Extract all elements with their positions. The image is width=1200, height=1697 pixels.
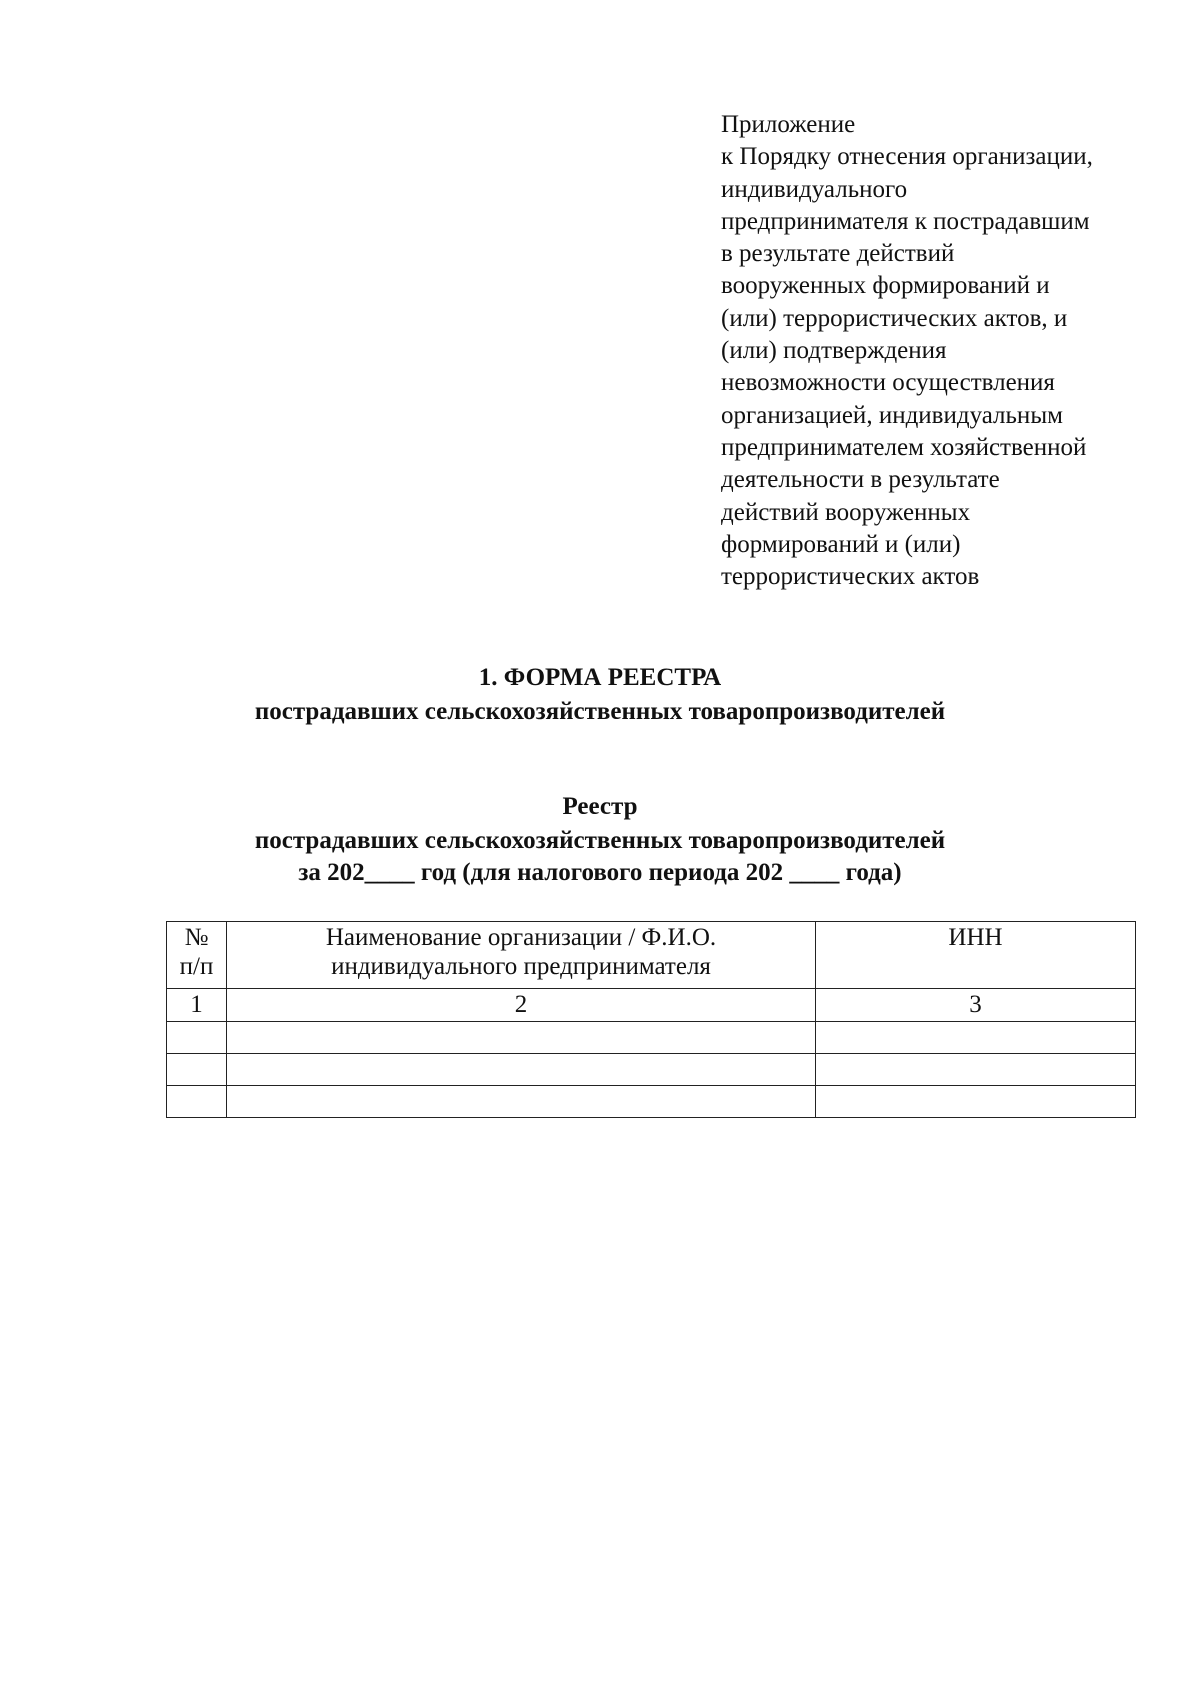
annex-line: к Порядку отнесения организации, <box>721 143 1093 171</box>
annex-line: формирований и (или) <box>721 530 961 558</box>
annex-line: террористических актов <box>721 563 980 591</box>
annex-line: (или) подтверждения <box>721 337 947 365</box>
header-number-line2: п/п <box>179 953 214 980</box>
header-name-line1: Наименование организации / Ф.И.О. <box>325 924 717 951</box>
annex-line: (или) террористических актов, и <box>721 304 1068 332</box>
annex-line: вооруженных формирований и <box>721 272 1050 300</box>
annex-line: Приложение <box>721 111 856 138</box>
annex-line: индивидуального <box>721 175 908 203</box>
annex-line: организацией, индивидуальным <box>721 401 1063 429</box>
table-cell <box>227 1086 816 1118</box>
annex-line: деятельности в результате <box>721 466 1000 494</box>
annex-line: действий вооруженных <box>721 498 971 526</box>
header-name-line2: индивидуального предпринимателя <box>331 953 711 980</box>
registry-title: Реестр <box>562 793 638 820</box>
table-cell <box>227 1054 816 1086</box>
column-number-cell: 1 <box>167 989 227 1022</box>
table-row <box>167 1054 1136 1086</box>
table-row <box>167 1086 1136 1118</box>
column-number-cell: 2 <box>227 989 816 1022</box>
header-inn: ИНН <box>948 924 1003 951</box>
column-number-row <box>167 989 1136 1022</box>
header-cell-inn <box>816 922 1136 989</box>
table-cell <box>167 1054 227 1086</box>
annex-line: предпринимателя к пострадавшим <box>721 207 1090 235</box>
table-cell <box>816 1086 1136 1118</box>
table-row <box>167 1022 1136 1054</box>
table-cell <box>816 1022 1136 1054</box>
register-table <box>166 921 1136 1118</box>
table-cell <box>167 1086 227 1118</box>
column-number-cell: 3 <box>816 989 1136 1022</box>
header-cell-number <box>167 922 227 989</box>
table-cell <box>227 1022 816 1054</box>
annex-line: в результате действий <box>721 240 955 268</box>
header-cell-name <box>227 922 816 989</box>
form-title: 1. ФОРМА РЕЕСТРА <box>478 664 722 691</box>
annex-line: невозможности осуществления <box>721 369 1055 397</box>
annex-line: предпринимателем хозяйственной <box>721 433 1087 461</box>
header-number-line1: № <box>184 924 209 951</box>
form-subtitle: пострадавших сельскохозяйственных товаропроизводителей <box>254 698 946 725</box>
registry-period: за 202____ год (для налогового периода 202 ____ года) <box>298 859 902 886</box>
table-header-row <box>167 922 1136 989</box>
table-cell <box>816 1054 1136 1086</box>
registry-subtitle: пострадавших сельскохозяйственных товаропроизводителей <box>254 827 946 854</box>
table-cell <box>167 1022 227 1054</box>
annex-block <box>721 109 1161 593</box>
